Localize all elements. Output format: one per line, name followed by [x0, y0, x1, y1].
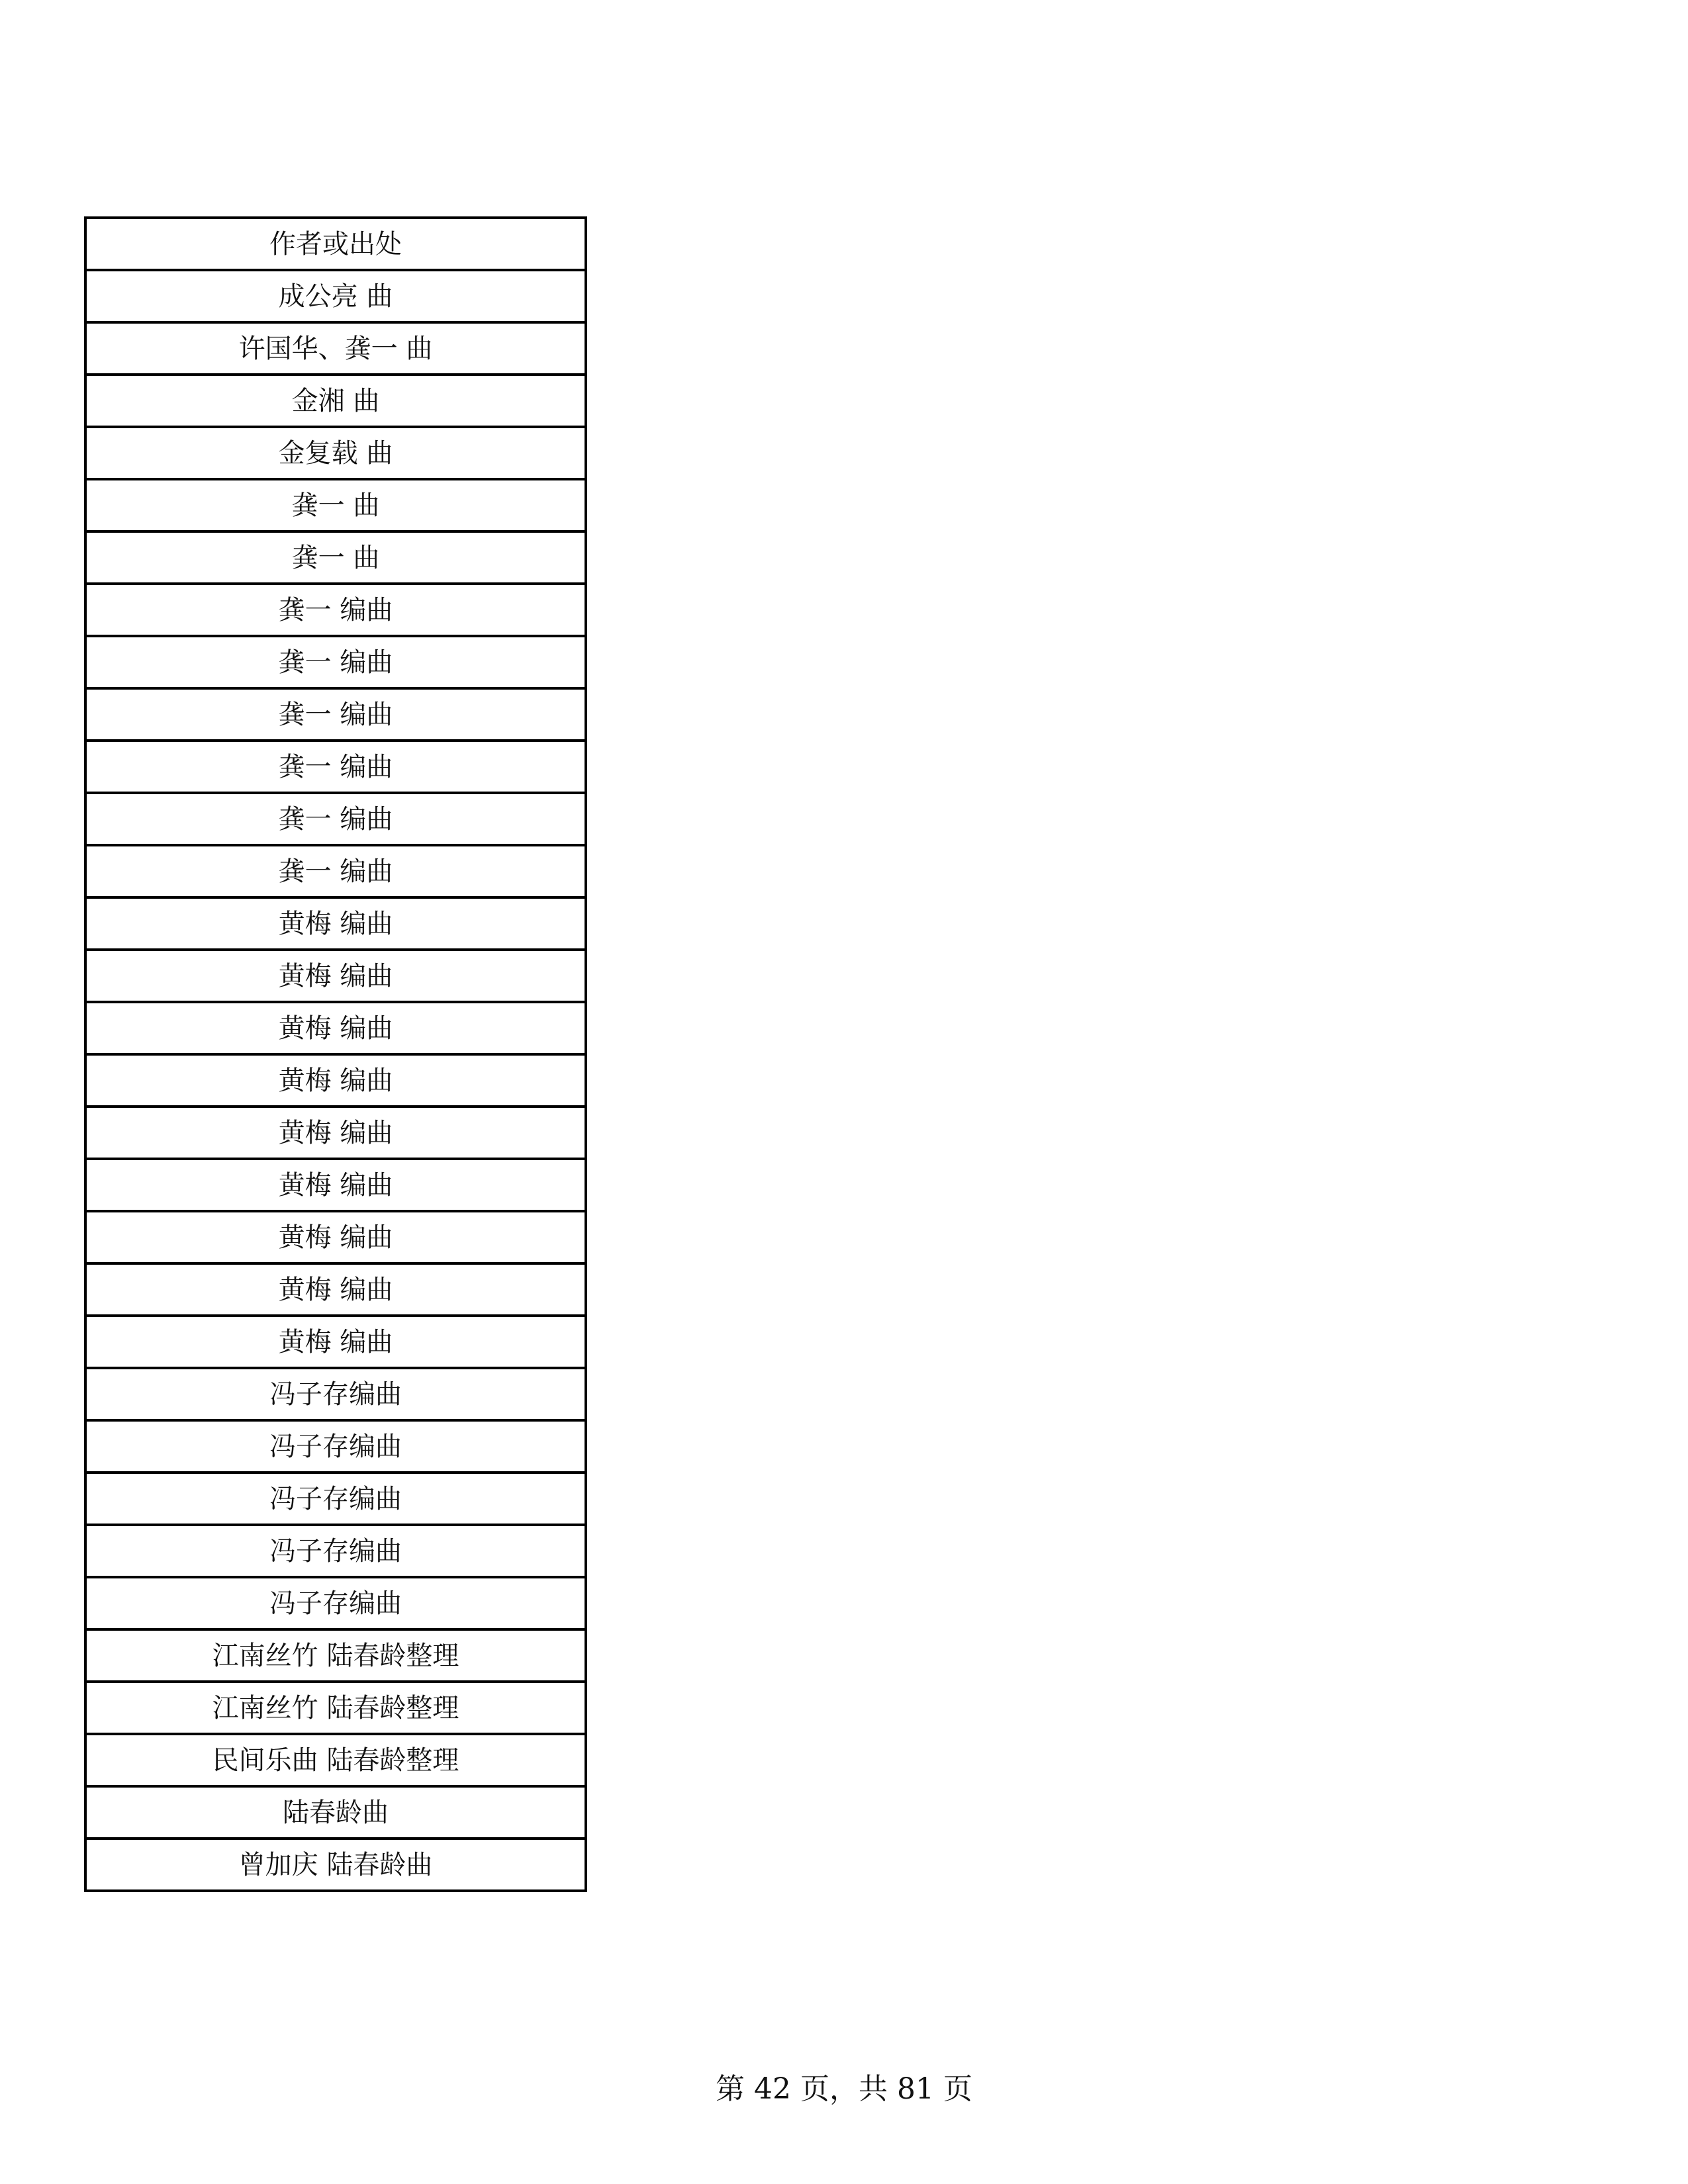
- author-table-container: [84, 216, 587, 1892]
- table-row: [85, 1316, 586, 1368]
- table-row: [85, 1629, 586, 1682]
- table-cell-author: 龚一 编曲: [85, 584, 586, 636]
- table-cell-author: 金湘 曲: [85, 375, 586, 427]
- table-cell-author: 龚一 编曲: [85, 793, 586, 845]
- table-row: [85, 793, 586, 845]
- author-table: [84, 216, 587, 1892]
- table-row: [85, 897, 586, 950]
- table-cell-author: 黄梅 编曲: [85, 1054, 586, 1107]
- table-cell-author: 冯子存编曲: [85, 1473, 586, 1525]
- table-row: [85, 1839, 586, 1891]
- table-row: [85, 1420, 586, 1473]
- table-cell-author: 黄梅 编曲: [85, 1316, 586, 1368]
- page-number-footer: 第 42 页，共 81 页: [716, 2072, 972, 2106]
- table-body: [85, 270, 586, 1891]
- column-header-author: 作者或出处: [85, 218, 586, 270]
- table-cell-author: 曾加庆 陆春龄曲: [85, 1839, 586, 1891]
- table-cell-author: 黄梅 编曲: [85, 1211, 586, 1263]
- table-row: [85, 1682, 586, 1734]
- table-row: [85, 1211, 586, 1263]
- table-row: [85, 1002, 586, 1054]
- table-header-row: [85, 218, 586, 270]
- table-cell-author: 黄梅 编曲: [85, 897, 586, 950]
- table-row: [85, 584, 586, 636]
- table-cell-author: 黄梅 编曲: [85, 1002, 586, 1054]
- table-row: [85, 427, 586, 479]
- table-row: [85, 1159, 586, 1211]
- table-cell-author: 龚一 曲: [85, 531, 586, 584]
- table-row: [85, 636, 586, 688]
- table-row: [85, 1786, 586, 1839]
- table-row: [85, 1577, 586, 1629]
- table-row: [85, 531, 586, 584]
- table-row: [85, 741, 586, 793]
- table-cell-author: 黄梅 编曲: [85, 1107, 586, 1159]
- table-cell-author: 冯子存编曲: [85, 1420, 586, 1473]
- table-cell-author: 黄梅 编曲: [85, 1263, 586, 1316]
- table-row: [85, 1473, 586, 1525]
- table-row: [85, 688, 586, 741]
- table-cell-author: 冯子存编曲: [85, 1525, 586, 1577]
- table-cell-author: 金复载 曲: [85, 427, 586, 479]
- table-row: [85, 322, 586, 375]
- table-row: [85, 479, 586, 531]
- table-row: [85, 375, 586, 427]
- table-cell-author: 许国华、龚一 曲: [85, 322, 586, 375]
- table-cell-author: 龚一 曲: [85, 479, 586, 531]
- table-cell-author: 冯子存编曲: [85, 1577, 586, 1629]
- table-cell-author: 龚一 编曲: [85, 845, 586, 897]
- table-cell-author: 民间乐曲 陆春龄整理: [85, 1734, 586, 1786]
- table-cell-author: 江南丝竹 陆春龄整理: [85, 1682, 586, 1734]
- table-row: [85, 845, 586, 897]
- table-cell-author: 龚一 编曲: [85, 636, 586, 688]
- table-row: [85, 270, 586, 322]
- table-cell-author: 江南丝竹 陆春龄整理: [85, 1629, 586, 1682]
- table-row: [85, 950, 586, 1002]
- table-cell-author: 龚一 编曲: [85, 688, 586, 741]
- table-cell-author: 陆春龄曲: [85, 1786, 586, 1839]
- table-row: [85, 1734, 586, 1786]
- table-cell-author: 冯子存编曲: [85, 1368, 586, 1420]
- table-cell-author: 黄梅 编曲: [85, 1159, 586, 1211]
- table-cell-author: 黄梅 编曲: [85, 950, 586, 1002]
- table-cell-author: 龚一 编曲: [85, 741, 586, 793]
- table-row: [85, 1054, 586, 1107]
- table-row: [85, 1368, 586, 1420]
- table-row: [85, 1107, 586, 1159]
- table-row: [85, 1525, 586, 1577]
- table-row: [85, 1263, 586, 1316]
- table-cell-author: 成公亮 曲: [85, 270, 586, 322]
